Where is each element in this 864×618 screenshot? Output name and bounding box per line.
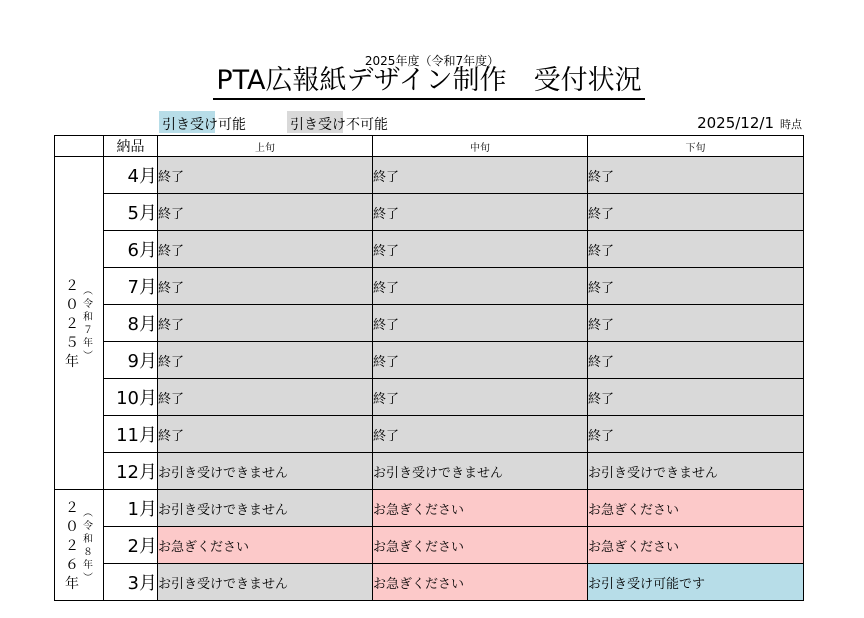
year-char: ０ [65,518,79,535]
status-cell: お急ぎください [373,490,588,527]
status-cell: お引き受けできません [373,453,588,490]
status-cell: 終了 [373,342,588,379]
status-cell: 終了 [158,342,373,379]
page-subtitle: 2025年度（令和7年度） [364,54,500,68]
table-row [55,157,804,194]
month-label: 5月 [104,194,158,231]
legend-unavailable-label: 引き受け不可能 [290,117,388,133]
status-cell: 終了 [158,231,373,268]
legend-available-label: 引き受け可能 [162,117,246,133]
status-cell: 終了 [158,194,373,231]
month-label: 2月 [104,527,158,564]
reiwa-char: 和 [83,534,93,545]
month-label: 7月 [104,268,158,305]
header-chujun: 中旬 [373,136,588,157]
table-row [55,564,804,601]
header-gejun: 下旬 [588,136,804,157]
status-cell: 終了 [373,416,588,453]
header-joujun: 上旬 [158,136,373,157]
status-cell: 終了 [588,342,804,379]
month-label: 8月 [104,305,158,342]
reiwa-char: ８ [83,547,93,558]
status-cell: 終了 [158,268,373,305]
year-char: ６ [65,556,79,573]
table-row [55,490,804,527]
year-label [55,490,104,601]
status-cell: お引き受けできません [588,453,804,490]
year-char: ２ [65,499,79,516]
status-cell: 終了 [158,305,373,342]
reiwa-char: 令 [83,521,93,532]
table-row [55,305,804,342]
status-cell: 終了 [588,231,804,268]
reiwa-char: 和 [83,312,93,323]
status-cell: 終了 [373,194,588,231]
status-cell: 終了 [373,379,588,416]
status-cell: お急ぎください [588,527,804,564]
table-header-row [55,136,804,157]
as-of-suffix: 時点 [780,118,802,131]
header-blank [55,136,104,157]
status-cell: 終了 [373,268,588,305]
status-cell: 終了 [588,157,804,194]
status-cell: 終了 [588,379,804,416]
status-cell: お引き受けできません [158,453,373,490]
reiwa-char: ︵ [83,286,93,297]
status-cell: 終了 [158,379,373,416]
status-cell: 終了 [158,416,373,453]
month-label: 4月 [104,157,158,194]
status-cell: 終了 [158,157,373,194]
as-of-date: 2025/12/1 [697,114,774,132]
year-label [55,157,104,490]
reiwa-char: 年 [83,338,93,349]
status-cell: お急ぎください [588,490,804,527]
status-cell: 終了 [373,157,588,194]
table-row [55,194,804,231]
month-label: 3月 [104,564,158,601]
status-cell: 終了 [373,305,588,342]
table-row [55,379,804,416]
page-title: PTA広報紙デザイン制作 受付状況 [213,64,645,100]
year-char: 年 [65,575,79,592]
status-cell: 終了 [588,194,804,231]
year-char: ５ [65,334,79,351]
reiwa-char: ７ [83,325,93,336]
table-row [55,527,804,564]
year-char: ２ [65,537,79,554]
month-label: 11月 [104,416,158,453]
status-cell: お急ぎください [158,527,373,564]
reiwa-char: ︶ [83,351,93,362]
year-char: ０ [65,296,79,313]
schedule-table [54,135,804,601]
reiwa-char: 令 [83,299,93,310]
reiwa-char: ︶ [83,573,93,584]
table-row [55,268,804,305]
table-row [55,231,804,268]
status-cell: お急ぎください [373,527,588,564]
status-cell: お引き受けできません [158,564,373,601]
year-char: ２ [65,315,79,332]
status-cell: お急ぎください [373,564,588,601]
status-cell: 終了 [588,416,804,453]
table-row [55,342,804,379]
reiwa-char: 年 [83,560,93,571]
table-row [55,453,804,490]
as-of-timestamp [697,113,802,132]
status-cell: 終了 [588,305,804,342]
reiwa-char: ︵ [83,508,93,519]
status-cell: 終了 [588,268,804,305]
year-char: ２ [65,277,79,294]
month-label: 6月 [104,231,158,268]
year-char: 年 [65,353,79,370]
month-label: 9月 [104,342,158,379]
status-cell: 終了 [373,231,588,268]
table-row [55,416,804,453]
month-label: 12月 [104,453,158,490]
header-nohin: 納品 [104,136,158,157]
month-label: 1月 [104,490,158,527]
month-label: 10月 [104,379,158,416]
status-cell: お引き受けできません [158,490,373,527]
status-cell: お引き受け可能です [588,564,804,601]
